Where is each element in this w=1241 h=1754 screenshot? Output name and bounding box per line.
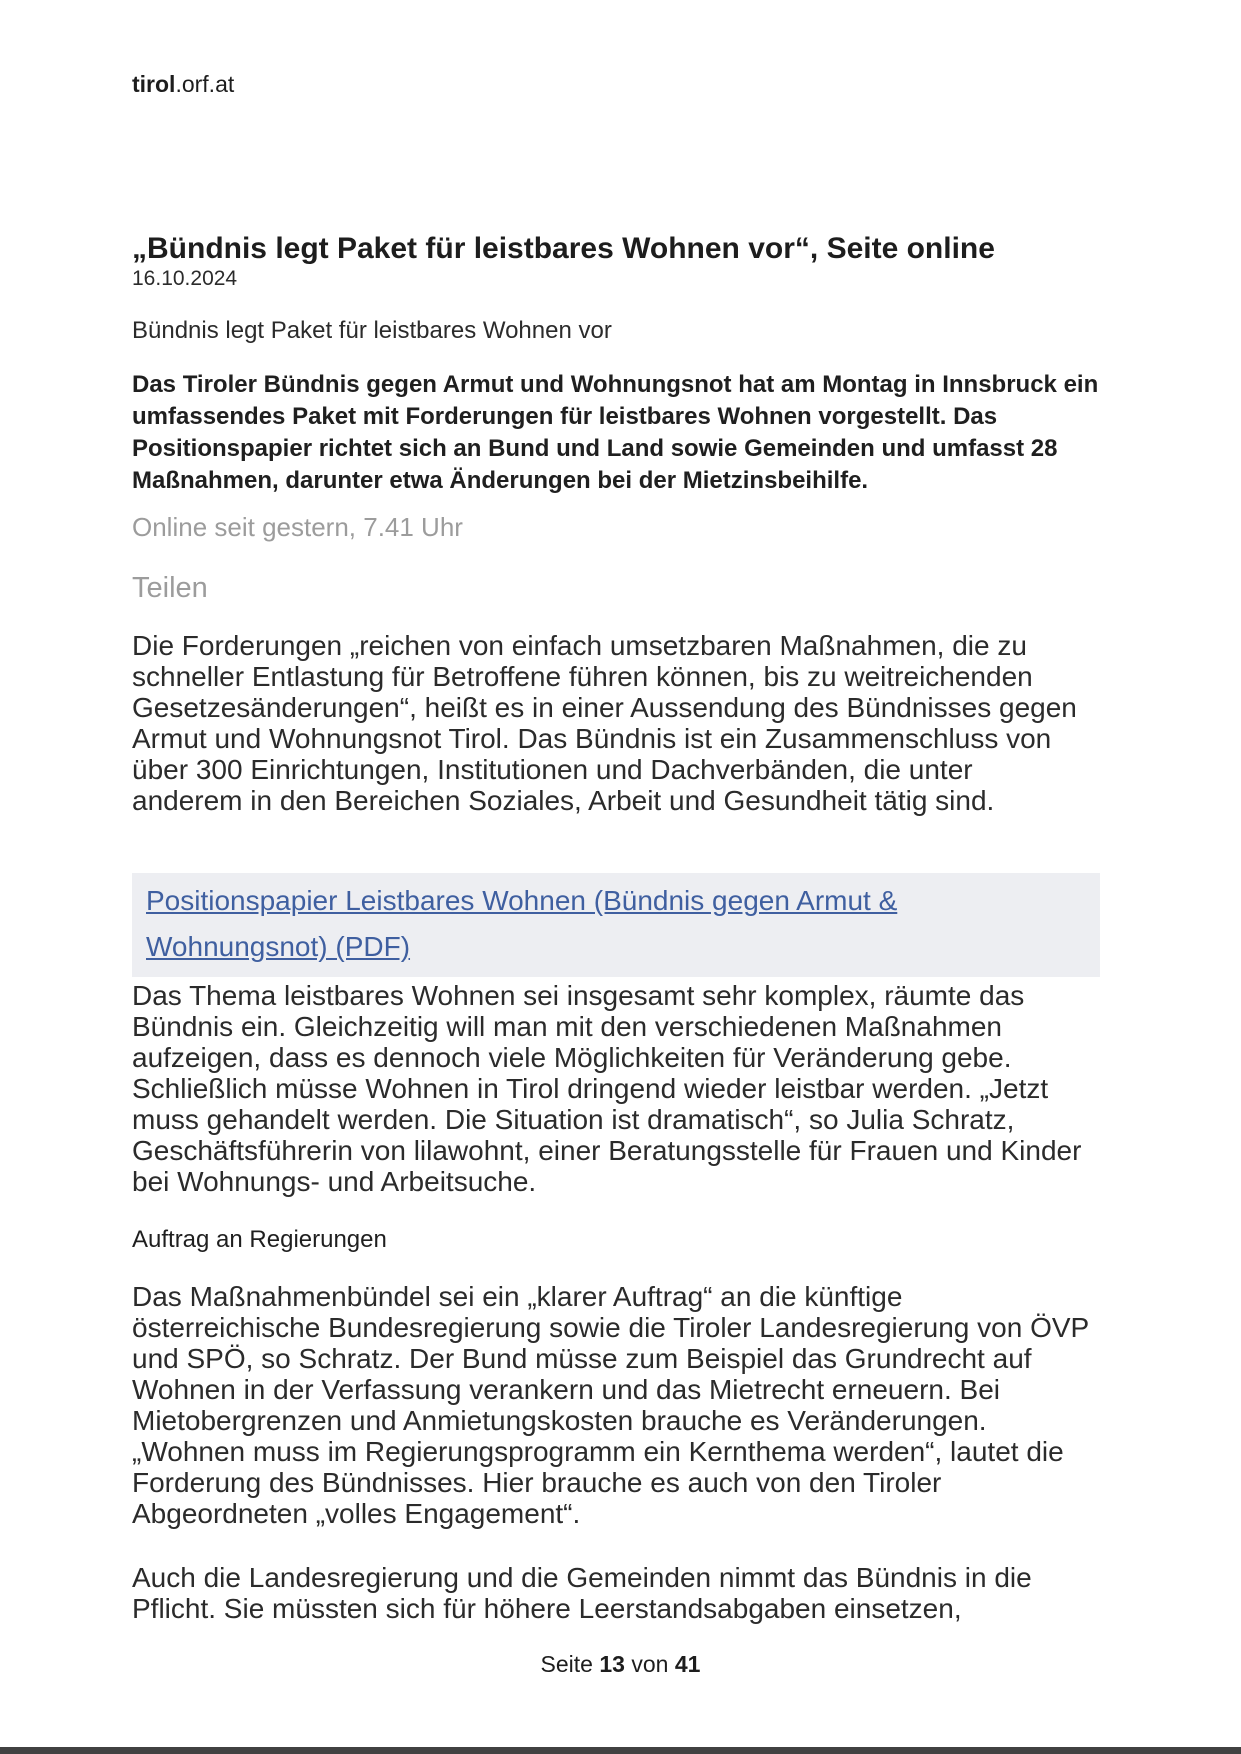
body-paragraph-3: Das Maßnahmenbündel sei ein „klarer Auftrag“ an die künftige österreichische Bundesregierung sowie die Tiroler Landesregierung von ÖVP und SPÖ, so Schratz. Der Bund müsse zum Beispiel das Grundrecht auf Wohnen in der Verfassung verankern und das Mietrecht erneuern. Bei Mietobergrenzen und Anmietungskosten brauche es Veränderungen. „Wohnen muss im Regierungsprogramm ein Kernthema werden“, lautet die Forderung des Bündnisses. Hier brauche es auch von den Tiroler Abgeordneten „volles Engagement“. bbox=[132, 1281, 1089, 1529]
article-date: 16.10.2024 bbox=[132, 267, 238, 290]
footer-of-label: von bbox=[631, 1651, 669, 1677]
article-online-since: Online seit gestern, 7.41 Uhr bbox=[132, 512, 463, 542]
article-title: „Bündnis legt Paket für leistbares Wohnen vor“, Seite online bbox=[132, 232, 995, 265]
footer-page-current: 13 bbox=[599, 1651, 625, 1677]
article-kicker: Bündnis legt Paket für leistbares Wohnen vor bbox=[132, 317, 612, 344]
site-brand-domain: .orf.at bbox=[175, 71, 235, 97]
footer-page-total: 41 bbox=[674, 1651, 701, 1677]
share-button[interactable]: Teilen bbox=[132, 572, 208, 604]
section-subheading: Auftrag an Regierungen bbox=[132, 1226, 387, 1253]
pdf-link[interactable]: Positionspapier Leistbares Wohnen (Bündnis gegen Armut & Wohnungsnot) (PDF) bbox=[146, 885, 898, 962]
site-brand-name: tirol bbox=[132, 71, 176, 97]
site-brand bbox=[132, 70, 234, 98]
page-bottom-edge bbox=[0, 1747, 1241, 1754]
body-paragraph-1: Die Forderungen „reichen von einfach umsetzbaren Maßnahmen, die zu schneller Entlastung für Betroffene führen können, bis zu weitreichenden Gesetzesänderungen“, heißt es in einer Aussendung des Bündnisses gegen Armut und Wohnungsnot Tirol. Das Bündnis ist ein Zusammenschluss von über 300 Einrichtungen, Institutionen und Dachverbänden, die unter anderem in den Bereichen Soziales, Arbeit und Gesundheit tätig sind. bbox=[132, 630, 1077, 816]
footer-page-label: Seite bbox=[540, 1651, 593, 1677]
pdf-link-box bbox=[132, 873, 1100, 977]
page-number-indicator bbox=[0, 1650, 1241, 1678]
body-paragraph-2: Das Thema leistbares Wohnen sei insgesamt sehr komplex, räumte das Bündnis ein. Gleichzeitig will man mit den verschiedenen Maßnahmen aufzeigen, dass es dennoch viele Möglichkeiten für Veränderung gebe. Schließlich müsse Wohnen in Tirol dringend wieder leistbar werden. „Jetzt muss gehandelt werden. Die Situation ist dramatisch“, so Julia Schratz, Geschäftsführerin von lilawohnt, einer Beratungsstelle für Frauen und Kinder bei Wohnungs- und Arbeitsuche. bbox=[132, 980, 1082, 1197]
body-paragraph-4: Auch die Landesregierung und die Gemeinden nimmt das Bündnis in die Pflicht. Sie müssten sich für höhere Leerstandsabgaben einsetzen, bbox=[132, 1562, 1032, 1624]
article-lead-paragraph: Das Tiroler Bündnis gegen Armut und Wohnungsnot hat am Montag in Innsbruck ein umfassendes Paket mit Forderungen für leistbares Wohnen vorgestellt. Das Positionspapier richtet sich an Bund und Land sowie Gemeinden und umfasst 28 Maßnahmen, darunter etwa Änderungen bei der Mietzinsbeihilfe. bbox=[132, 371, 1099, 494]
